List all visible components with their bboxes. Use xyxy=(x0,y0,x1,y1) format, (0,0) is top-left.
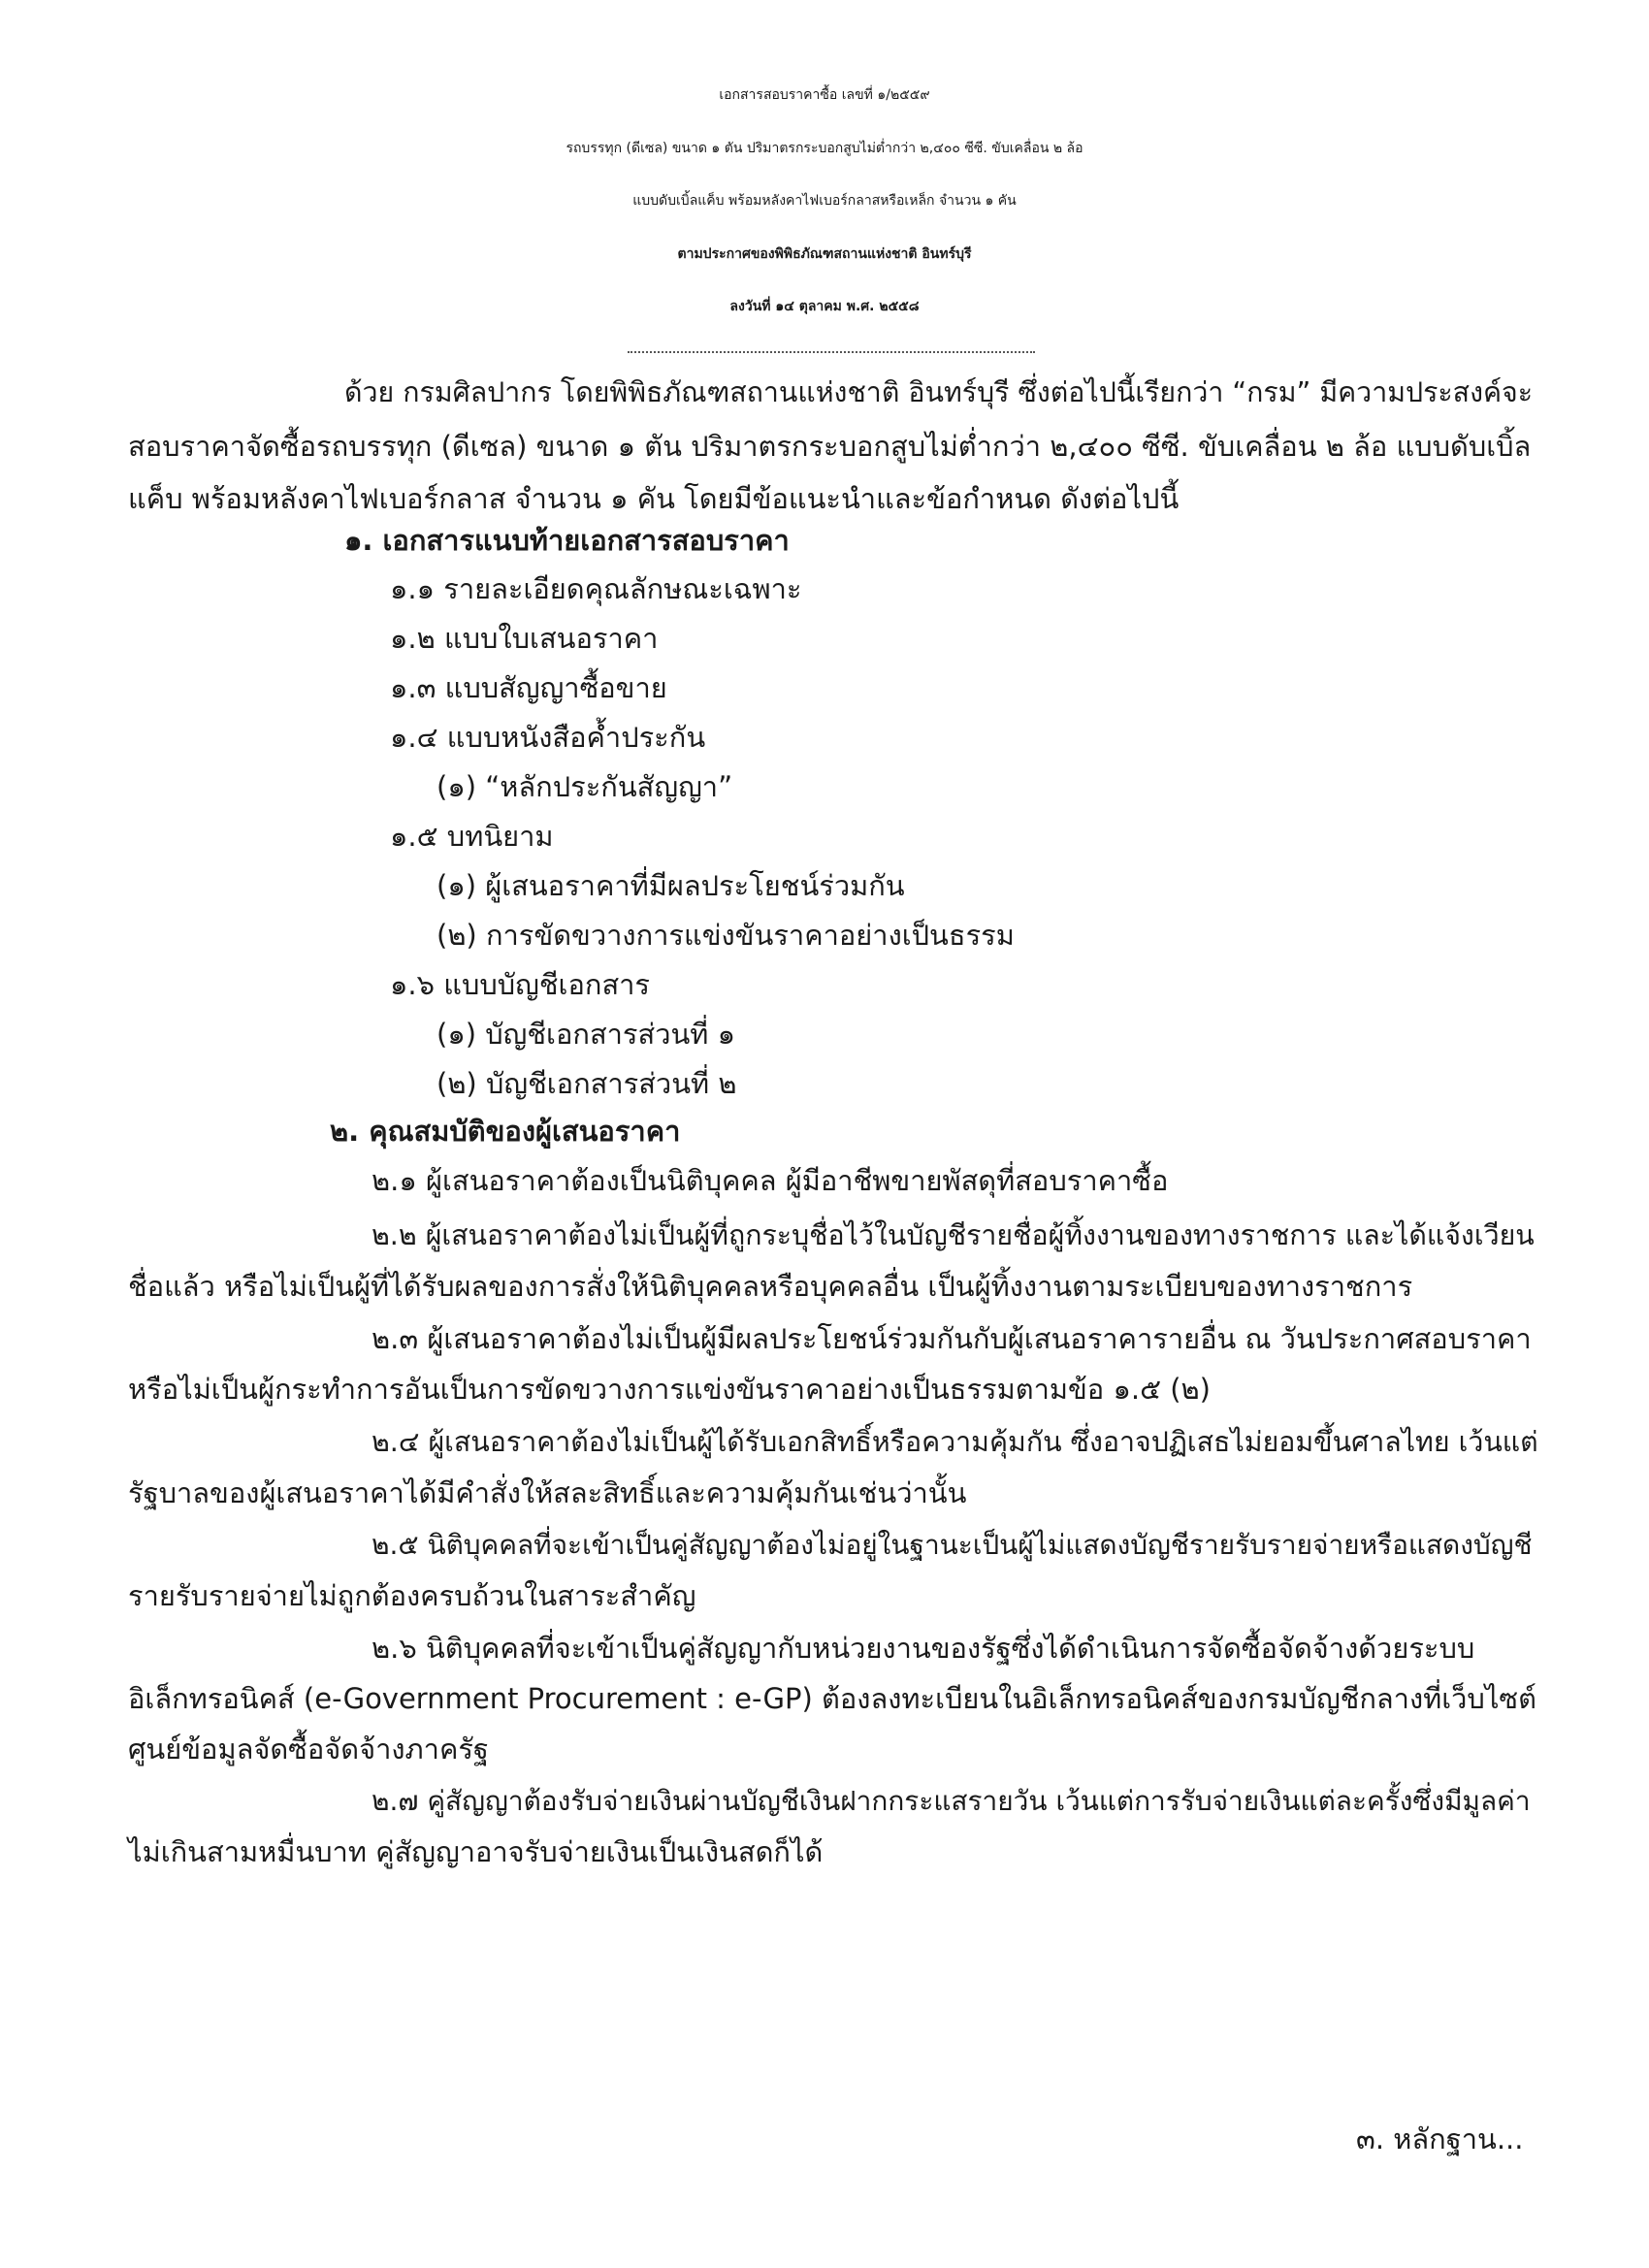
section-1-subitem: (๒) การขัดขวางการแข่งขันราคาอย่างเป็นธรรม xyxy=(436,919,1015,952)
section-2-paragraph-cont: ชื่อแล้ว หรือไม่เป็นผู้ที่ได้รับผลของการสั่งให้นิติบุคคลหรือบุคคลอื่น เป็นผู้ทิ้งงานตามระเบียบของทางราชการ xyxy=(128,1270,1413,1303)
section-2-paragraph: ๒.๒ ผู้เสนอราคาต้องไม่เป็นผู้ที่ถูกระบุชื่อไว้ในบัญชีรายชื่อผู้ทิ้งงานของทางราชการ และได้แจ้งเวียน xyxy=(372,1219,1535,1251)
header-divider xyxy=(628,351,1035,353)
section-1-item: ๑.๔ แบบหนังสือค้ำประกัน xyxy=(390,721,706,754)
doc-title-number: เอกสารสอบราคาซื้อ เลขที่ ๑/๒๕๕๙ xyxy=(719,87,930,103)
section-2-paragraph-cont: อิเล็กทรอนิคส์ (e-Government Procurement : e-GP) ต้องลงทะเบียนในอิเล็กทรอนิคส์ของกรมบัญชีกลางที่เว็บไซต์ xyxy=(128,1682,1536,1715)
section-1-item: ๑.๖ แบบบัญชีเอกสาร xyxy=(390,968,651,1001)
section-1-item: ๑.๕ บทนิยาม xyxy=(390,820,554,853)
section-2-paragraph: ๒.๑ ผู้เสนอราคาต้องเป็นนิติบุคคล ผู้มีอาชีพขายพัสดุที่สอบราคาซื้อ xyxy=(372,1164,1169,1197)
section-1-subitem: (๑) บัญชีเอกสารส่วนที่ ๑ xyxy=(436,1018,736,1051)
section-2-heading: ๒. คุณสมบัติของผู้เสนอราคา xyxy=(330,1115,681,1148)
section-2-paragraph: ๒.๓ ผู้เสนอราคาต้องไม่เป็นผู้มีผลประโยชน์ร่วมกันกับผู้เสนอราคารายอื่น ณ วันประกาศสอบราคา xyxy=(372,1322,1532,1355)
section-2-paragraph: ๒.๗ คู่สัญญาต้องรับจ่ายเงินผ่านบัญชีเงินฝากกระแสรายวัน เว้นแต่การรับจ่ายเงินแต่ละครั้งซึ่งมีมูลค่า xyxy=(372,1785,1531,1817)
section-2-paragraph-cont: ไม่เกินสามหมื่นบาท คู่สัญญาอาจรับจ่ายเงินเป็นเงินสดก็ได้ xyxy=(128,1835,824,1868)
section-2-paragraph-cont: รายรับรายจ่ายไม่ถูกต้องครบถ้วนในสาระสำคัญ xyxy=(128,1579,696,1612)
intro-line-1: ด้วย กรมศิลปากร โดยพิพิธภัณฑสถานแห่งชาติ อินทร์บุรี ซึ่งต่อไปนี้เรียกว่า “กรม” มีความประสงค์จะ xyxy=(344,376,1534,408)
section-2-paragraph-cont: รัฐบาลของผู้เสนอราคาได้มีคำสั่งให้สละสิทธิ์และความคุ้มกันเช่นว่านั้น xyxy=(128,1476,967,1509)
section-2-paragraph: ๒.๕ นิติบุคคลที่จะเข้าเป็นคู่สัญญาต้องไม่อยู่ในฐานะเป็นผู้ไม่แสดงบัญชีรายรับรายจ่ายหรือแสดงบัญชี xyxy=(372,1529,1533,1561)
section-1-subitem: (๑) ผู้เสนอราคาที่มีผลประโยชน์ร่วมกัน xyxy=(436,869,905,902)
section-1-item: ๑.๒ แบบใบเสนอราคา xyxy=(390,622,659,655)
next-page-reference: ๓. หลักฐาน... xyxy=(1356,2122,1524,2155)
intro-line-3: แค็บ พร้อมหลังคาไฟเบอร์กลาส จำนวน ๑ คัน โดยมีข้อแนะนำและข้อกำหนด ดังต่อไปนี้ xyxy=(128,482,1180,515)
section-1-subitem: (๑) “หลักประกันสัญญา” xyxy=(436,770,733,803)
section-1-heading: ๑. เอกสารแนบท้ายเอกสารสอบราคา xyxy=(344,524,790,557)
section-1-item: ๑.๑ รายละเอียดคุณลักษณะเฉพาะ xyxy=(390,572,802,605)
section-2-paragraph: ๒.๔ ผู้เสนอราคาต้องไม่เป็นผู้ได้รับเอกสิทธิ์หรือความคุ้มกัน ซึ่งอาจปฏิเสธไม่ยอมขึ้นศาลไทย เว้นแต่ xyxy=(372,1426,1538,1458)
doc-title-item: รถบรรทุก (ดีเซล) ขนาด ๑ ตัน ปริมาตรกระบอกสูบไม่ต่ำกว่า ๒,๔๐๐ ซีซี. ขับเคลื่อน ๒ ล้อ xyxy=(566,141,1083,156)
intro-line-2: สอบราคาจัดซื้อรถบรรทุก (ดีเซล) ขนาด ๑ ตัน ปริมาตรกระบอกสูบไม่ต่ำกว่า ๒,๔๐๐ ซีซี. ขับเคลื่อน ๒ ล้อ แบบดับเบิ้ล xyxy=(128,430,1532,463)
section-2-paragraph-cont: ศูนย์ข้อมูลจัดซื้อจัดจ้างภาครัฐ xyxy=(128,1733,489,1766)
section-1-item: ๑.๓ แบบสัญญาซื้อขาย xyxy=(390,671,667,704)
doc-title-item-cont: แบบดับเบิ้ลแค็บ พร้อมหลังคาไฟเบอร์กลาสหรือเหล็ก จำนวน ๑ คัน xyxy=(632,193,1017,209)
section-2-paragraph: ๒.๖ นิติบุคคลที่จะเข้าเป็นคู่สัญญากับหน่วยงานของรัฐซึ่งได้ดำเนินการจัดซื้อจัดจ้างด้วยระบบ xyxy=(372,1632,1475,1665)
section-2-paragraph-cont: หรือไม่เป็นผู้กระทำการอันเป็นการขัดขวางการแข่งขันราคาอย่างเป็นธรรมตามข้อ ๑.๕ (๒) xyxy=(128,1373,1211,1406)
doc-title-announcement: ตามประกาศของพิพิธภัณฑสถานแห่งชาติ อินทร์บุรี xyxy=(677,246,972,262)
doc-title-date: ลงวันที่ ๑๔ ตุลาคม พ.ศ. ๒๕๕๘ xyxy=(729,299,920,314)
section-1-subitem: (๒) บัญชีเอกสารส่วนที่ ๒ xyxy=(436,1067,737,1100)
